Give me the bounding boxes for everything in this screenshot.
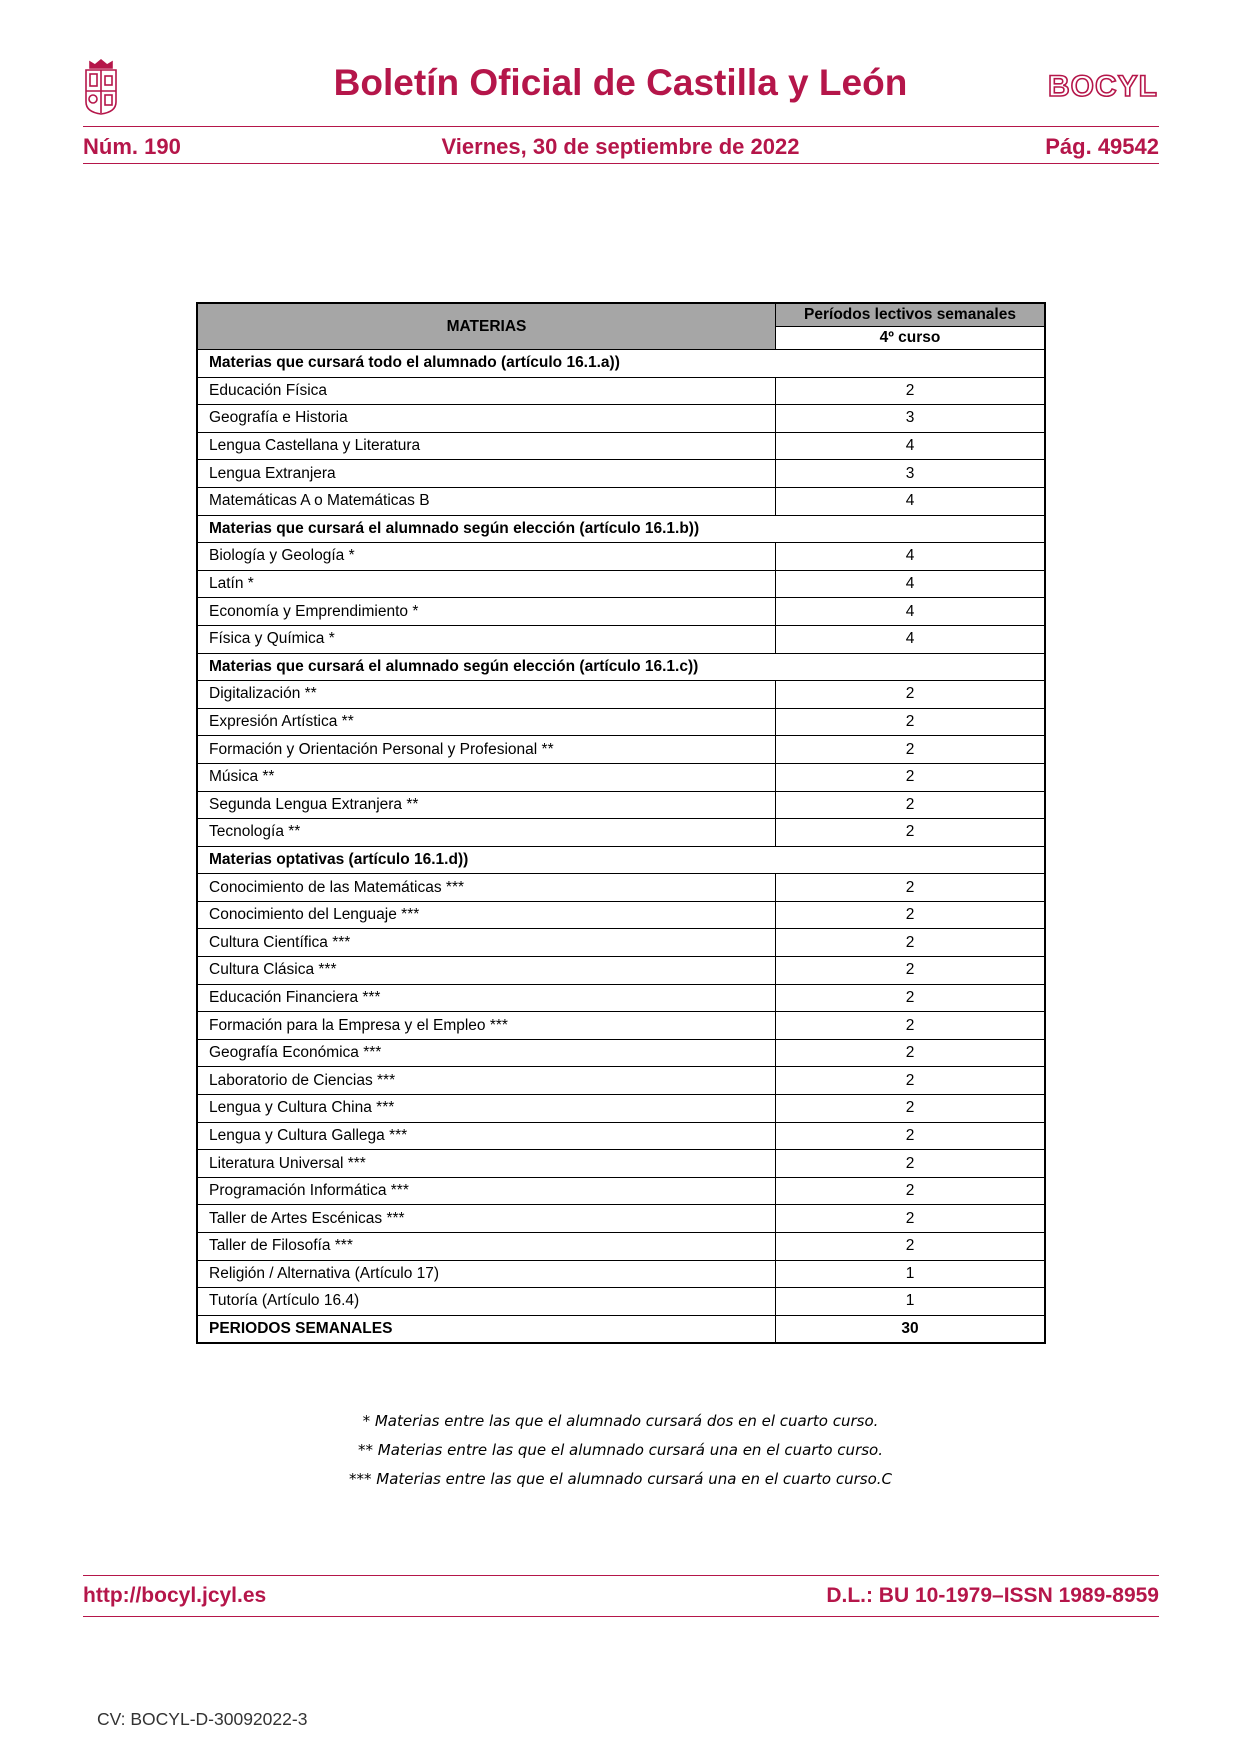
- table-row: [197, 1205, 1045, 1233]
- weekly-periods: 2: [776, 1233, 1046, 1261]
- weekly-periods: 4: [776, 543, 1046, 571]
- subject-name: Educación Financiera ***: [197, 984, 776, 1012]
- section-header-row: [197, 846, 1045, 874]
- header-rule-bottom: [83, 163, 1159, 164]
- table-row: [197, 598, 1045, 626]
- subject-name: Lengua y Cultura China ***: [197, 1095, 776, 1123]
- weekly-periods: 4: [776, 570, 1046, 598]
- weekly-periods: 2: [776, 681, 1046, 709]
- header-subjects: MATERIAS: [197, 303, 776, 350]
- footer-url-link[interactable]: http://bocyl.jcyl.es: [83, 1584, 267, 1607]
- weekly-periods: 3: [776, 405, 1046, 433]
- subject-name: Cultura Clásica ***: [197, 957, 776, 985]
- weekly-periods: 2: [776, 957, 1046, 985]
- table-row: [197, 736, 1045, 764]
- table-header-row: [197, 303, 1045, 327]
- table-row: [197, 901, 1045, 929]
- section-title: Materias optativas (artículo 16.1.d)): [197, 846, 1045, 874]
- weekly-periods: 2: [776, 1122, 1046, 1150]
- footnote-1: * Materias entre las que el alumnado cursará dos en el cuarto curso.: [362, 1412, 879, 1430]
- weekly-periods: 3: [776, 460, 1046, 488]
- weekly-periods: 2: [776, 708, 1046, 736]
- subject-name: Lengua Castellana y Literatura: [197, 432, 776, 460]
- weekly-periods: 1: [776, 1260, 1046, 1288]
- weekly-periods: 1: [776, 1288, 1046, 1316]
- footer-rule-bottom: [83, 1616, 1159, 1617]
- cv-code: CV: BOCYL-D-30092022-3: [97, 1709, 308, 1729]
- table-row: [197, 1039, 1045, 1067]
- subject-name: Música **: [197, 763, 776, 791]
- footnote-2: ** Materias entre las que el alumnado cursará una en el cuarto curso.: [358, 1441, 883, 1459]
- table-row: [197, 1288, 1045, 1316]
- table-row: [197, 377, 1045, 405]
- weekly-periods: 2: [776, 1012, 1046, 1040]
- footer-legal-deposit: D.L.: BU 10-1979–ISSN 1989-8959: [826, 1584, 1159, 1607]
- weekly-periods: 2: [776, 736, 1046, 764]
- table-row: [197, 929, 1045, 957]
- subject-name: Formación para la Empresa y el Empleo ***: [197, 1012, 776, 1040]
- table-row: [197, 874, 1045, 902]
- subject-name: Segunda Lengua Extranjera **: [197, 791, 776, 819]
- weekly-periods: 2: [776, 791, 1046, 819]
- weekly-periods: 2: [776, 984, 1046, 1012]
- page-number: Pág. 49542: [1045, 134, 1159, 159]
- table-row: [197, 625, 1045, 653]
- weekly-periods: 4: [776, 625, 1046, 653]
- table-row: [197, 791, 1045, 819]
- table-row: [197, 957, 1045, 985]
- subject-name: Religión / Alternativa (Artículo 17): [197, 1260, 776, 1288]
- subject-name: Conocimiento del Lenguaje ***: [197, 901, 776, 929]
- section-title: Materias que cursará el alumnado según elección (artículo 16.1.b)): [197, 515, 1045, 543]
- subject-name: Biología y Geología *: [197, 543, 776, 571]
- subject-name: Literatura Universal ***: [197, 1150, 776, 1178]
- table-row: [197, 1233, 1045, 1261]
- total-value: 30: [776, 1315, 1046, 1343]
- table-row: [197, 1177, 1045, 1205]
- total-row: [197, 1315, 1045, 1343]
- table-row: [197, 681, 1045, 709]
- footer-rule-top: [83, 1575, 1159, 1576]
- subject-name: Laboratorio de Ciencias ***: [197, 1067, 776, 1095]
- subject-name: Geografía Económica ***: [197, 1039, 776, 1067]
- subject-name: Taller de Filosofía ***: [197, 1233, 776, 1261]
- table-row: [197, 984, 1045, 1012]
- subject-name: Conocimiento de las Matemáticas ***: [197, 874, 776, 902]
- subject-name: Tecnología **: [197, 819, 776, 847]
- table-row: [197, 1122, 1045, 1150]
- issue-number: Núm. 190: [83, 134, 181, 159]
- weekly-periods: 4: [776, 487, 1046, 515]
- weekly-periods: 2: [776, 1177, 1046, 1205]
- table-row: [197, 1095, 1045, 1123]
- issue-date: Viernes, 30 de septiembre de 2022: [441, 134, 800, 159]
- footnote-3: *** Materias entre las que el alumnado cursará una en el cuarto curso.C: [349, 1470, 892, 1488]
- table-row: [197, 708, 1045, 736]
- table-row: [197, 819, 1045, 847]
- subject-name: Latín *: [197, 570, 776, 598]
- weekly-periods: 4: [776, 432, 1046, 460]
- table-row: [197, 1012, 1045, 1040]
- section-header-row: [197, 515, 1045, 543]
- section-title: Materias que cursará todo el alumnado (artículo 16.1.a)): [197, 350, 1045, 378]
- total-label: PERIODOS SEMANALES: [197, 1315, 776, 1343]
- subject-name: Taller de Artes Escénicas ***: [197, 1205, 776, 1233]
- weekly-periods: 2: [776, 377, 1046, 405]
- weekly-periods: 2: [776, 874, 1046, 902]
- weekly-periods: 2: [776, 1095, 1046, 1123]
- weekly-periods: 4: [776, 598, 1046, 626]
- subject-name: Formación y Orientación Personal y Profesional **: [197, 736, 776, 764]
- table-row: [197, 432, 1045, 460]
- weekly-periods: 2: [776, 1150, 1046, 1178]
- header-rule-top: [83, 126, 1159, 127]
- section-header-row: [197, 653, 1045, 681]
- subject-name: Matemáticas A o Matemáticas B: [197, 487, 776, 515]
- subject-name: Cultura Científica ***: [197, 929, 776, 957]
- subject-name: Programación Informática ***: [197, 1177, 776, 1205]
- subject-name: Geografía e Historia: [197, 405, 776, 433]
- section-header-row: [197, 350, 1045, 378]
- weekly-periods: 2: [776, 901, 1046, 929]
- table-row: [197, 1067, 1045, 1095]
- page-title: Boletín Oficial de Castilla y León: [333, 62, 908, 103]
- subject-name: Lengua Extranjera: [197, 460, 776, 488]
- table-row: [197, 1260, 1045, 1288]
- table-row: [197, 763, 1045, 791]
- subject-name: Tutoría (Artículo 16.4): [197, 1288, 776, 1316]
- table-row: [197, 460, 1045, 488]
- weekly-periods: 2: [776, 1039, 1046, 1067]
- table-row: [197, 487, 1045, 515]
- table-row: [197, 543, 1045, 571]
- subject-name: Digitalización **: [197, 681, 776, 709]
- weekly-periods: 2: [776, 929, 1046, 957]
- subject-name: Lengua y Cultura Gallega ***: [197, 1122, 776, 1150]
- bocyl-logo: BOCYL: [1048, 70, 1158, 103]
- weekly-periods: 2: [776, 819, 1046, 847]
- subject-name: Expresión Artística **: [197, 708, 776, 736]
- weekly-periods: 2: [776, 763, 1046, 791]
- weekly-periods: 2: [776, 1067, 1046, 1095]
- header-course: 4º curso: [776, 327, 1046, 350]
- weekly-periods: 2: [776, 1205, 1046, 1233]
- subject-name: Educación Física: [197, 377, 776, 405]
- subject-name: Economía y Emprendimiento *: [197, 598, 776, 626]
- header-periods: Períodos lectivos semanales: [776, 303, 1046, 327]
- section-title: Materias que cursará el alumnado según elección (artículo 16.1.c)): [197, 653, 1045, 681]
- subjects-table: [196, 302, 1046, 1344]
- table-row: [197, 570, 1045, 598]
- table-row: [197, 405, 1045, 433]
- subject-name: Física y Química *: [197, 625, 776, 653]
- table-row: [197, 1150, 1045, 1178]
